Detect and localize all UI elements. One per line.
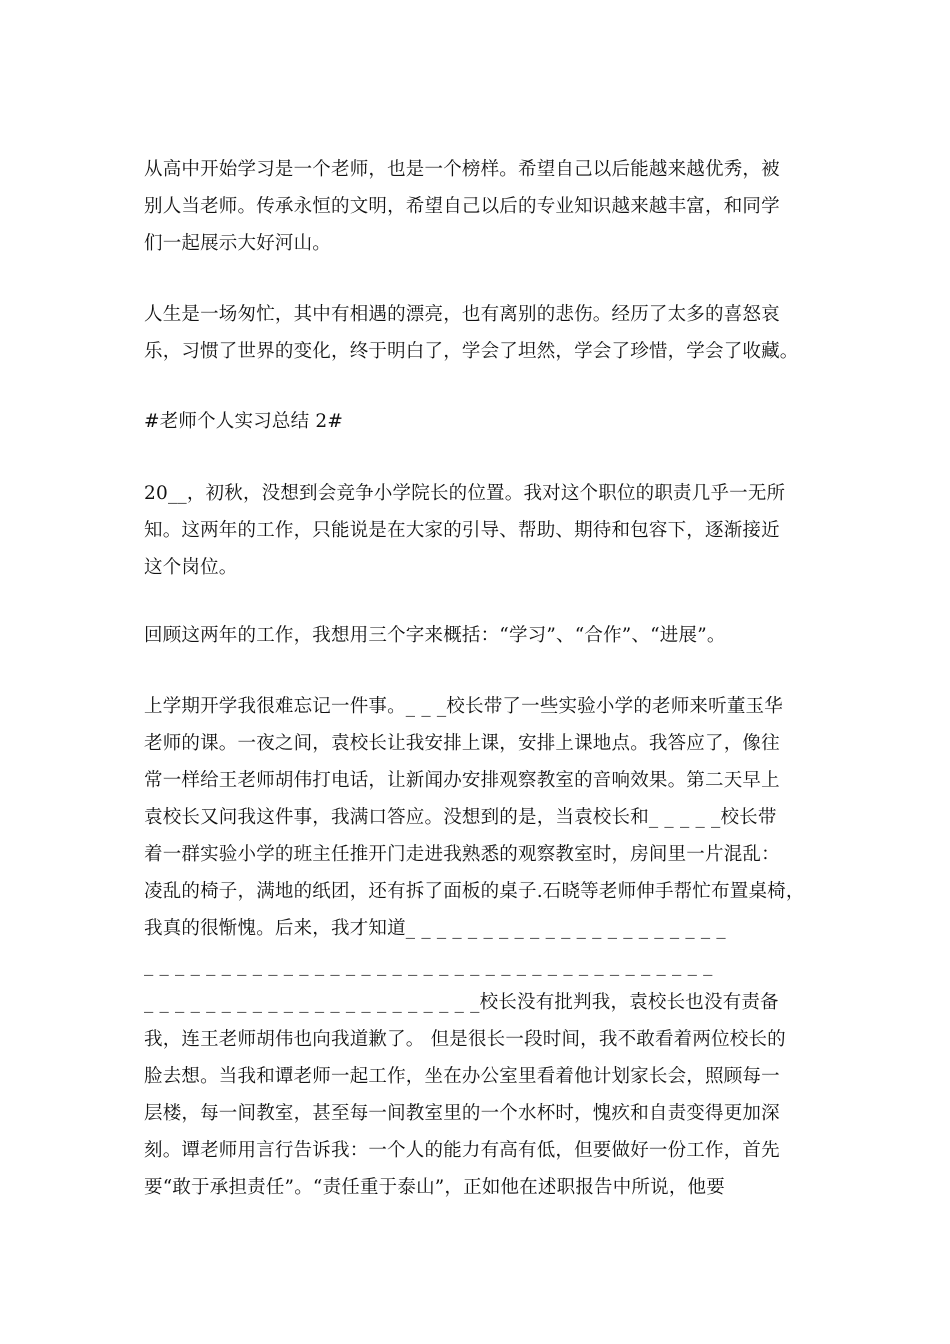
text-line: 别人当老师。传承永恒的文明，希望自己以后的专业知识越来越丰富，和同学 bbox=[144, 196, 780, 217]
text-line: 回顾这两年的工作，我想用三个字来概括：“学习”、“合作”、“进展”。 bbox=[144, 625, 726, 646]
text-line: _ _ _ _ _ _ _ _ _ _ _ _ _ _ _ _ _ _ _ _ _ _ _ _ _ _ _ _ _ _ _ _ _ _ _ _ _ bbox=[144, 955, 713, 976]
text-line: 我真的很惭愧。后来，我才知道_ _ _ _ _ _ _ _ _ _ _ _ _ _ _ _ _ _ _ _ _ bbox=[144, 918, 726, 939]
text-line: 脸去想。当我和谭老师一起工作，坐在办公室里看着他计划家长会，照顾每一 bbox=[144, 1066, 780, 1087]
text-line: 知。这两年的工作，只能说是在大家的引导、帮助、期待和包容下，逐渐接近 bbox=[144, 520, 780, 541]
section-heading bbox=[144, 403, 824, 440]
paragraph-1 bbox=[144, 151, 824, 262]
paragraph-4 bbox=[144, 617, 824, 654]
text-line: 这个岗位。 bbox=[144, 557, 238, 578]
text-line: _ _ _ _ _ _ _ _ _ _ _ _ _ _ _ _ _ _ _ _ _ _校长没有批判我，袁校长也没有责备 bbox=[144, 992, 779, 1013]
text-line: 老师的课。一夜之间，袁校长让我安排上课，安排上课地点。我答应了，像往 bbox=[144, 733, 780, 754]
text-line: 我，连王老师胡伟也向我道歉了。 但是很长一段时间，我不敢看着两位校长的 bbox=[144, 1029, 786, 1050]
text-line: 常一样给王老师胡伟打电话，让新闻办安排观察教室的音响效果。第二天早上 bbox=[144, 770, 780, 791]
text-line: 袁校长又问我这件事，我满口答应。没想到的是，当袁校长和_ _ _ _ _校长带 bbox=[144, 807, 777, 828]
paragraph-3 bbox=[144, 475, 824, 586]
heading-line: #老师个人实习总结 2# bbox=[144, 411, 344, 432]
paragraph-5 bbox=[144, 688, 824, 1206]
text-line: 乐，习惯了世界的变化，终于明白了，学会了坦然，学会了珍惜，学会了收藏。 bbox=[144, 341, 799, 362]
text-line: 层楼，每一间教室，甚至每一间教室里的一个水杯时，愧疚和自责变得更加深 bbox=[144, 1103, 780, 1124]
text-line: 们一起展示大好河山。 bbox=[144, 233, 332, 254]
text-line: 20__，初秋，没想到会竞争小学院长的位置。我对这个职位的职责几乎一无所 bbox=[144, 483, 786, 504]
text-line: 从高中开始学习是一个老师，也是一个榜样。希望自己以后能越来越优秀，被 bbox=[144, 159, 780, 180]
text-line: 要“敢于承担责任”。“责任重于泰山”，正如他在述职报告中所说，他要 bbox=[144, 1177, 725, 1198]
text-line: 着一群实验小学的班主任推开门走进我熟悉的观察教室时，房间里一片混乱： bbox=[144, 844, 780, 865]
text-line: 刻。谭老师用言行告诉我：一个人的能力有高有低，但要做好一份工作，首先 bbox=[144, 1140, 780, 1161]
paragraph-2 bbox=[144, 296, 824, 370]
text-line: 凌乱的椅子，满地的纸团，还有拆了面板的桌子.石晓等老师伸手帮忙布置桌椅， bbox=[144, 881, 805, 902]
text-line: 上学期开学我很难忘记一件事。_ _ _校长带了一些实验小学的老师来听董玉华 bbox=[144, 696, 783, 717]
text-line: 人生是一场匆忙，其中有相遇的漂亮，也有离别的悲伤。经历了太多的喜怒哀 bbox=[144, 304, 780, 325]
